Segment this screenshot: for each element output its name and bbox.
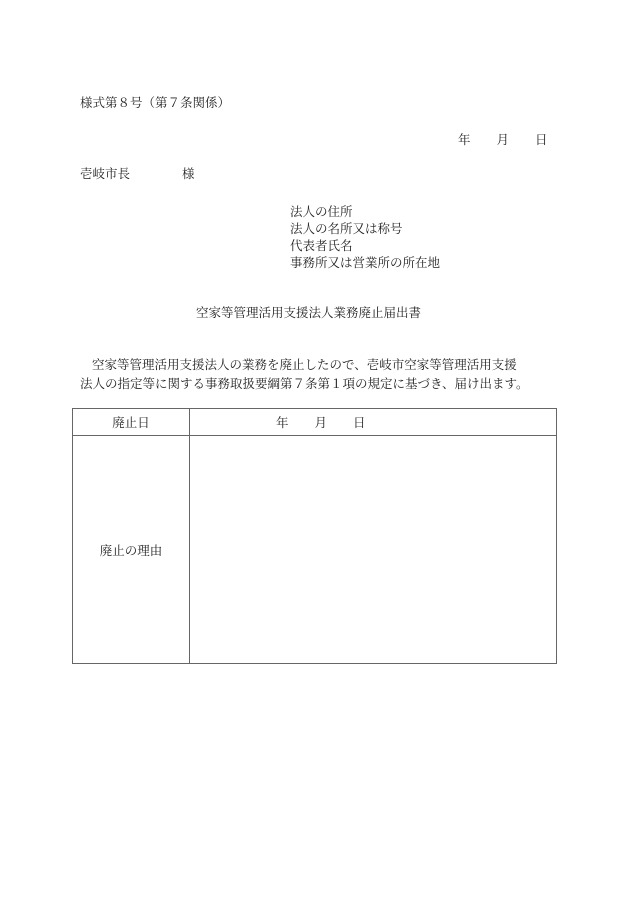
submission-date xyxy=(458,134,548,147)
body-line-1: 空家等管理活用支援法人の業務を廃止したので、壱岐市空家等管理活用支援 xyxy=(92,357,517,372)
addressee xyxy=(80,168,195,181)
representative-name-field: 代表者氏名 xyxy=(290,238,353,253)
addressee-honorific: 様 xyxy=(182,166,195,181)
table-row-abolition-reason xyxy=(73,436,557,664)
corporate-address-field: 法人の住所 xyxy=(290,204,353,219)
abolition-date-value[interactable] xyxy=(190,409,557,436)
year-label: 年 xyxy=(276,415,289,430)
day-label: 日 xyxy=(353,415,366,430)
document-title: 空家等管理活用支援法人業務廃止届出書 xyxy=(196,305,422,320)
form-table xyxy=(72,408,557,664)
applicant-fields xyxy=(290,203,440,271)
abolition-reason-value[interactable] xyxy=(190,436,557,664)
year-label: 年 xyxy=(458,132,471,147)
month-label: 月 xyxy=(314,415,328,430)
month-label: 月 xyxy=(496,132,510,147)
corporate-name-field: 法人の名所又は称号 xyxy=(290,221,403,236)
abolition-reason-label: 廃止の理由 xyxy=(73,436,190,664)
addressee-name: 壱岐市長 xyxy=(80,166,131,181)
body-text xyxy=(80,355,558,393)
body-line-2: 法人の指定等に関する事務取扱要綱第７条第１項の規定に基づき、届け出ます。 xyxy=(80,376,529,391)
office-location-field: 事務所又は営業所の所在地 xyxy=(290,255,441,270)
abolition-date-label: 廃止日 xyxy=(73,409,190,436)
day-label: 日 xyxy=(535,132,548,147)
table-row-abolition-date xyxy=(73,409,557,436)
form-number: 様式第８号（第７条関係） xyxy=(80,95,231,110)
